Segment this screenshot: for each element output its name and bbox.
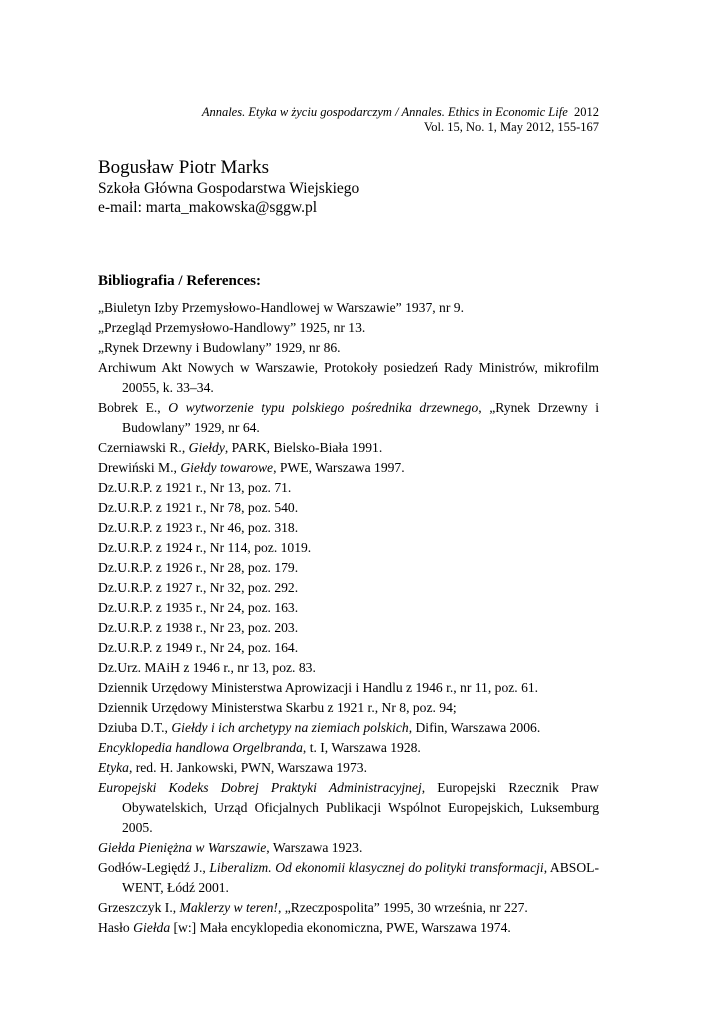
- entry-text: Dziennik Urzędowy Ministerstwa Aprowizacji i Handlu z 1946 r., nr 11, poz. 61.: [98, 680, 539, 695]
- entry-text: , ABSOL-WENT, Łódź 2001.: [122, 860, 600, 895]
- entry-text: , red. H. Jankowski, PWN, Warszawa 1973.: [128, 760, 367, 775]
- entry-title: Giełda: [133, 920, 171, 935]
- entry-title: Giełdy i ich archetypy na ziemiach polskich: [171, 720, 409, 735]
- bibliography-entry: [98, 338, 599, 358]
- bibliography-entry: [98, 758, 599, 778]
- entry-title: Giełdy towarowe: [180, 460, 274, 475]
- entry-text: Dz.U.R.P. z 1935 r., Nr 24, poz. 163.: [98, 600, 299, 615]
- bibliography-entry: [98, 678, 599, 698]
- entry-text: „Przegląd Przemysłowo-Handlowy” 1925, nr 13.: [98, 320, 366, 335]
- entry-text: Dz.U.R.P. z 1949 r., Nr 24, poz. 164.: [98, 640, 299, 655]
- bibliography-entry: [98, 738, 599, 758]
- entry-text: Drewiński M.,: [98, 460, 181, 475]
- author-email: e-mail: marta_makowska@sggw.pl: [98, 199, 318, 216]
- entry-text: , PWE, Warszawa 1997.: [273, 460, 405, 475]
- entry-text: , Warszawa 1923.: [266, 840, 363, 855]
- bibliography-entry: [98, 478, 599, 498]
- bibliography-entry: [98, 918, 599, 938]
- entry-text: „Rynek Drzewny i Budowlany” 1929, nr 86.: [98, 340, 341, 355]
- entry-title: Europejski Kodeks Dobrej Praktyki Administracyjnej: [98, 780, 422, 795]
- bibliography-entry: [98, 398, 599, 438]
- bibliography-entry: [98, 658, 599, 678]
- bibliography-entry: [98, 578, 599, 598]
- journal-title-line: [202, 105, 599, 120]
- entry-text: Grzeszczyk I.,: [98, 900, 180, 915]
- entry-text: Dziuba D.T.,: [98, 720, 172, 735]
- entry-text: , Difin, Warszawa 2006.: [408, 720, 541, 735]
- bibliography-list: [98, 298, 599, 938]
- bibliography-entry: [98, 298, 599, 318]
- entry-text: , PARK, Bielsko-Biała 1991.: [224, 440, 383, 455]
- author-affiliation: Szkoła Główna Gospodarstwa Wiejskiego: [98, 180, 360, 197]
- entry-text: Dz.U.R.P. z 1921 r., Nr 13, poz. 71.: [98, 480, 292, 495]
- bibliography-entry: [98, 838, 599, 858]
- entry-title: Giełda Pieniężna w Warszawie: [98, 840, 267, 855]
- entry-title: Encyklopedia handlowa Orgelbranda: [98, 740, 303, 755]
- bibliography-entry: [98, 518, 599, 538]
- bibliography-entry: [98, 898, 599, 918]
- entry-text: Bobrek E.,: [98, 400, 169, 415]
- entry-title: Etyka: [98, 760, 129, 775]
- entry-title: O wytworzenie typu polskiego pośrednika drzewnego: [168, 400, 479, 415]
- bibliography-heading: Bibliografia / References:: [98, 273, 262, 289]
- entry-text: , „Rynek Drzewny i Budowlany” 1929, nr 64.: [122, 400, 599, 435]
- bibliography-entry: [98, 558, 599, 578]
- journal-header: [202, 105, 599, 135]
- entry-text: , Europejski Rzecznik Praw Obywatelskich, Urząd Oficjalnych Publikacji Wspólnot Europejskich, Luksemburg 2005.: [122, 780, 599, 835]
- journal-year: 2012: [574, 105, 599, 119]
- bibliography-entry: [98, 358, 599, 398]
- journal-volume: Vol. 15, No. 1, May 2012, 155-167: [423, 120, 599, 134]
- entry-text: , t. I, Warszawa 1928.: [302, 740, 421, 755]
- bibliography-entry: [98, 858, 599, 898]
- bibliography-entry: [98, 778, 599, 838]
- bibliography-entry: [98, 498, 599, 518]
- entry-text: Dz.U.R.P. z 1921 r., Nr 78, poz. 540.: [98, 500, 299, 515]
- entry-title: Maklerzy w teren!: [179, 900, 278, 915]
- entry-text: Czerniawski R.,: [98, 440, 189, 455]
- bibliography-entry: [98, 618, 599, 638]
- entry-text: Dz.U.R.P. z 1923 r., Nr 46, poz. 318.: [98, 520, 299, 535]
- entry-text: , „Rzeczpospolita” 1995, 30 września, nr 227.: [277, 900, 528, 915]
- entry-text: Hasło: [98, 920, 134, 935]
- entry-text: Dz.U.R.P. z 1924 r., Nr 114, poz. 1019.: [98, 540, 312, 555]
- bibliography-entry: [98, 438, 599, 458]
- bibliography-entry: [98, 718, 599, 738]
- entry-text: [w:] Mała encyklopedia ekonomiczna, PWE, Warszawa 1974.: [170, 920, 511, 935]
- entry-text: Dz.U.R.P. z 1927 r., Nr 32, poz. 292.: [98, 580, 299, 595]
- entry-text: „Biuletyn Izby Przemysłowo-Handlowej w Warszawie” 1937, nr 9.: [98, 300, 464, 315]
- bibliography-entry: [98, 458, 599, 478]
- bibliography-entry: [98, 638, 599, 658]
- entry-text: Dziennik Urzędowy Ministerstwa Skarbu z 1921 r., Nr 8, poz. 94;: [98, 700, 457, 715]
- entry-text: Dz.Urz. MAiH z 1946 r., nr 13, poz. 83.: [98, 660, 316, 675]
- entry-text: Godłów-Legiędź J.,: [98, 860, 210, 875]
- bibliography-entry: [98, 318, 599, 338]
- entry-text: Dz.U.R.P. z 1938 r., Nr 23, poz. 203.: [98, 620, 299, 635]
- journal-title: Annales. Etyka w życiu gospodarczym / Annales. Ethics in Economic Life: [201, 105, 568, 119]
- bibliography-entry: [98, 598, 599, 618]
- entry-title: Giełdy: [188, 440, 225, 455]
- author-block: [98, 157, 359, 217]
- entry-text: Archiwum Akt Nowych w Warszawie, Protokoły posiedzeń Rady Ministrów, mikrofilm 20055, k. 33–34.: [98, 360, 599, 395]
- bibliography-entry: [98, 538, 599, 558]
- entry-text: Dz.U.R.P. z 1926 r., Nr 28, poz. 179.: [98, 560, 299, 575]
- author-name: Bogusław Piotr Marks: [98, 157, 269, 178]
- bibliography-entry: [98, 698, 599, 718]
- entry-title: Liberalizm. Od ekonomii klasycznej do polityki transformacji: [209, 860, 544, 875]
